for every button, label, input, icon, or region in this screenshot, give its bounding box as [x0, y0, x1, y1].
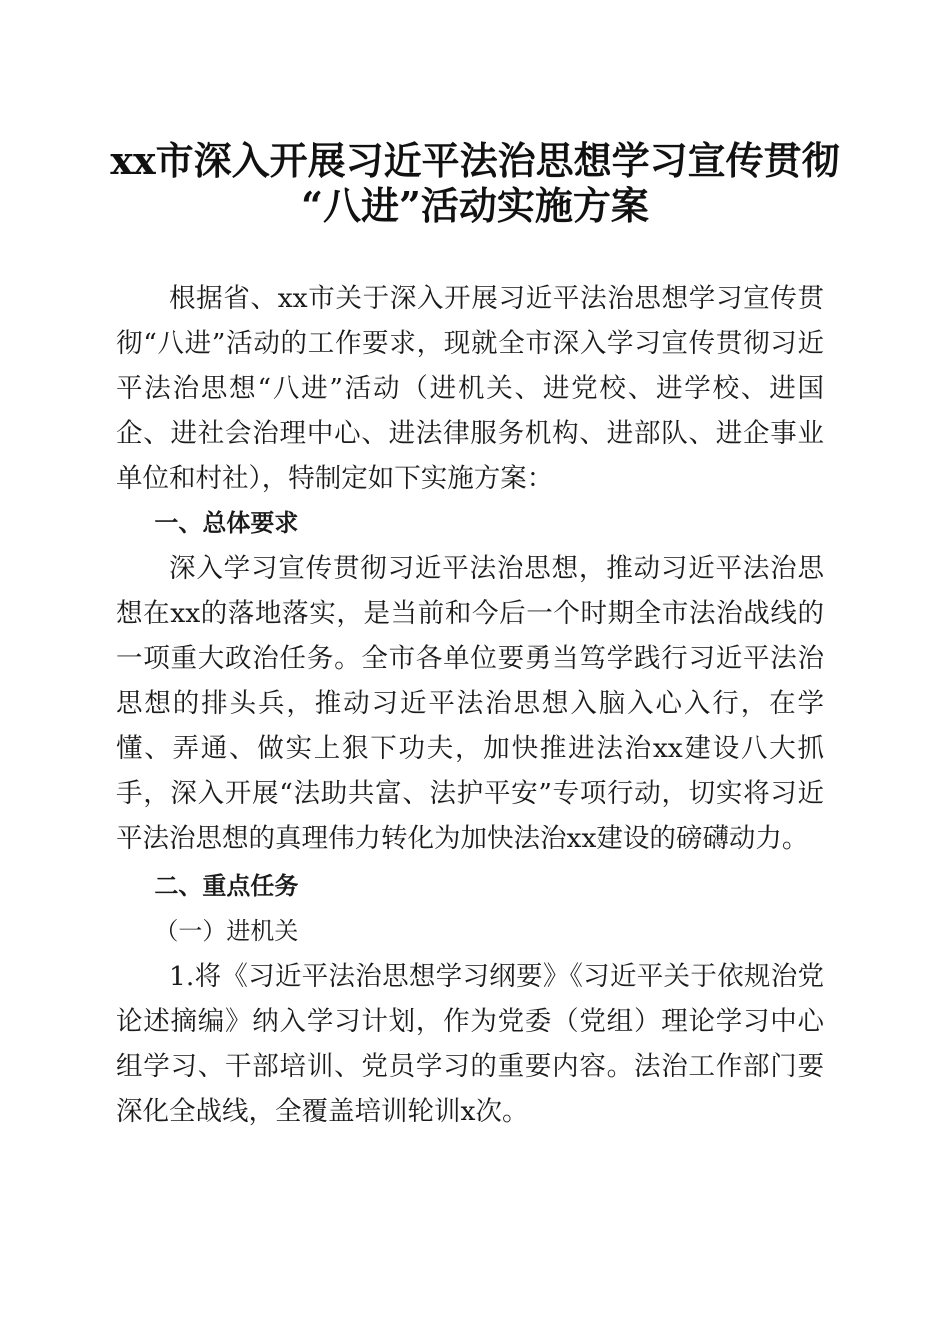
- task-item-1: 1.将《习近平法治思想学习纲要》《习近平关于依规治党论述摘编》纳入学习计划，作为党委（党组）理论学习中心组学习、干部培训、党员学习的重要内容。法治工作部门要深化全战线，全覆盖培训轮训x次。: [116, 961, 824, 1127]
- document-title-line-2: “八进”活动实施方案: [301, 183, 649, 228]
- document-body: [116, 276, 824, 1134]
- intro-paragraph: 根据省、xx市关于深入开展习近平法治思想学习宣传贯彻“八进”活动的工作要求，现就全市深入学习宣传贯彻习近平法治思想“八进”活动（进机关、进党校、进学校、进国企、进社会治理中心、进法律服务机构、进部队、进企事业单位和村社），特制定如下实施方案：: [116, 283, 824, 494]
- document-title-line-1: xx市深入开展习近平法治思想学习宣传贯彻: [110, 138, 840, 183]
- section-heading-key-tasks: 二、重点任务: [154, 872, 299, 900]
- general-requirements-paragraph: 深入学习宣传贯彻习近平法治思想，推动习近平法治思想在xx的落地落实，是当前和今后一个时期全市法治战线的一项重大政治任务。全市各单位要勇当笃学践行习近平法治思想的排头兵，推动习近平法治思想入脑入心入行，在学懂、弄通、做实上狠下功夫，加快推进法治xx建设八大抓手，深入开展“法助共富、法护平安”专项行动，切实将习近平法治思想的真理伟力转化为加快法治xx建设的磅礴动力。: [116, 553, 824, 854]
- subsection-heading-organs: （一）进机关: [154, 917, 299, 945]
- section-heading-general-requirements: 一、总体要求: [154, 509, 299, 537]
